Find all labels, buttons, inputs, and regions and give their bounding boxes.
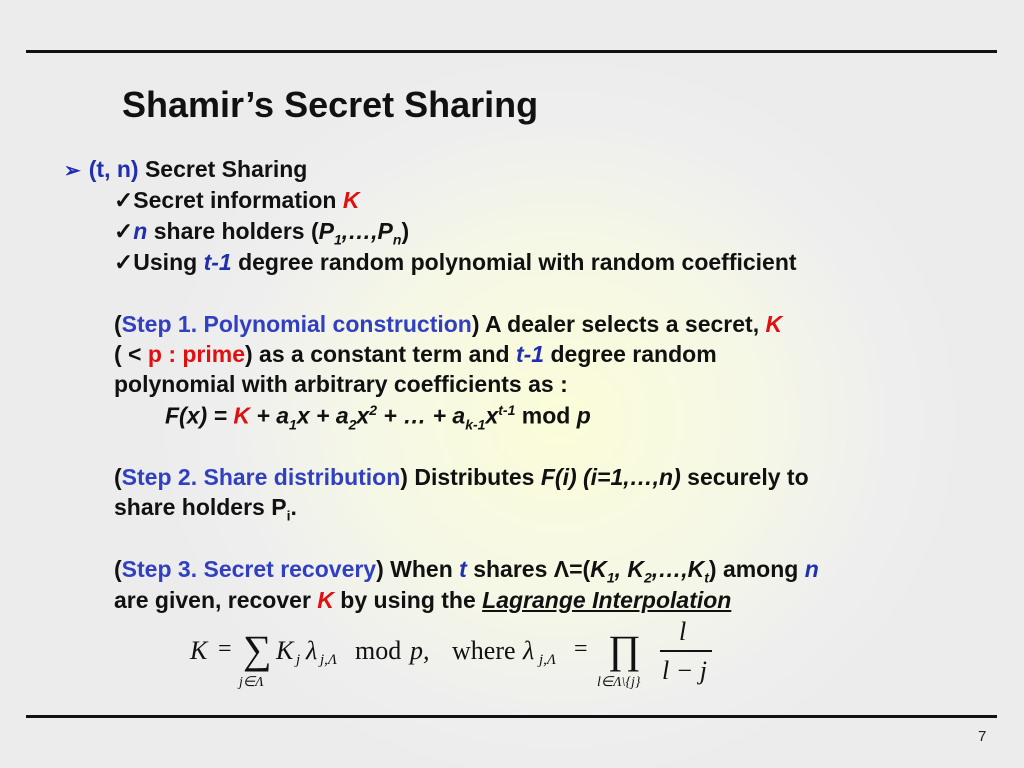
sum-subscript: j∈Λ xyxy=(239,675,264,690)
slide-title: Shamir’s Secret Sharing xyxy=(122,84,539,125)
paren: ( xyxy=(114,556,122,582)
var-p: p xyxy=(576,402,591,429)
p-prime: p : prime xyxy=(147,341,245,367)
subitem-secret-information xyxy=(114,187,360,214)
sub: k-1 xyxy=(465,416,486,433)
var-k: , K xyxy=(614,556,645,582)
var-n: n xyxy=(804,556,819,582)
mod: mod xyxy=(515,402,577,429)
fraction-numerator: l xyxy=(679,617,687,646)
polynomial-formula xyxy=(165,402,591,432)
lambda-set: Λ=( xyxy=(553,556,591,582)
formula-p: p, xyxy=(410,636,430,665)
fraction-bar xyxy=(660,650,712,652)
product-symbol: ∏ xyxy=(608,627,641,672)
sub: i xyxy=(286,507,291,524)
sub: 2 xyxy=(348,416,357,433)
term: + a xyxy=(250,402,290,429)
var-k: ,…,K xyxy=(651,556,705,582)
term: x xyxy=(356,402,370,429)
formula-lambda: λ xyxy=(523,636,535,665)
check-icon: ✓ xyxy=(114,249,134,275)
check-icon: ✓ xyxy=(114,218,134,244)
step-text: ) When xyxy=(376,556,460,582)
paren: ( xyxy=(114,311,122,337)
var-k: K xyxy=(765,311,783,337)
var-p: P xyxy=(318,218,334,244)
step3-label: Step 3. Secret recovery xyxy=(121,556,377,582)
formula-lambda-sub: j,Λ xyxy=(539,652,556,668)
formula-kj: K xyxy=(276,636,294,665)
step-text: securely to xyxy=(680,464,809,490)
sub: 1 xyxy=(333,231,342,248)
step-text: degree random xyxy=(544,341,717,367)
step1-line3: polynomial with arbitrary coefficients as : xyxy=(114,371,568,397)
var-p: P xyxy=(377,218,393,244)
var-n: n xyxy=(133,218,148,244)
var-t-1: t-1 xyxy=(515,341,545,367)
var-k: K xyxy=(233,402,250,429)
paren: ( xyxy=(114,464,122,490)
top-rule xyxy=(26,50,997,53)
step-text: share holders P xyxy=(114,494,287,520)
fx: F(x) = xyxy=(165,402,234,429)
step-text: are given, recover xyxy=(114,587,318,613)
sup: 2 xyxy=(369,402,377,418)
formula-lambda-sub: j,Λ xyxy=(320,652,337,668)
step2-label: Step 2. Share distribution xyxy=(121,464,401,490)
var-t-1: t-1 xyxy=(203,249,232,275)
formula-eq: = xyxy=(218,636,232,662)
page-number: 7 xyxy=(978,728,987,745)
var-k: K xyxy=(317,587,334,613)
formula-k: K xyxy=(190,636,208,665)
term: x xyxy=(485,402,499,429)
step1-label: Step 1. Polynomial construction xyxy=(121,311,472,337)
step3-line2 xyxy=(114,587,731,614)
var-t: t xyxy=(459,556,467,582)
term: x + a xyxy=(296,402,349,429)
step-text: ) Distributes xyxy=(400,464,541,490)
fraction-denominator: l − j xyxy=(662,656,707,685)
sub: t xyxy=(704,569,709,586)
sub: 1 xyxy=(289,416,297,433)
step2-line1 xyxy=(114,464,809,491)
step-text: by using the xyxy=(333,587,483,613)
close-paren: ) xyxy=(401,218,410,244)
subitem-share-holders xyxy=(114,218,409,248)
formula-lambda: λ xyxy=(306,636,318,665)
subitem-text: share holders ( xyxy=(147,218,319,244)
step3-line1 xyxy=(114,556,819,586)
step-text: ) among xyxy=(708,556,805,582)
step-text: ( < xyxy=(114,341,148,367)
product-subscript: l∈Λ\{j} xyxy=(597,675,641,690)
formula-eq: = xyxy=(574,636,588,662)
formula-mod: mod xyxy=(355,636,402,665)
subitem-polynomial xyxy=(114,249,797,276)
tn-label: (t, n) xyxy=(88,156,139,182)
var-k: K xyxy=(342,187,360,213)
f-i: F(i) (i=1,…,n) xyxy=(540,464,681,490)
subitem-text: Secret information xyxy=(133,187,343,213)
period: . xyxy=(290,494,297,520)
var-k: K xyxy=(590,556,607,582)
formula-sub-j: j xyxy=(296,652,301,668)
term: + … + a xyxy=(377,402,466,429)
check-icon: ✓ xyxy=(114,187,134,213)
step-text: ) A dealer selects a secret, xyxy=(471,311,766,337)
step-text: shares xyxy=(466,556,554,582)
secret-sharing-label: Secret Sharing xyxy=(144,156,308,182)
arrow-bullet-icon: ➢ xyxy=(64,160,81,182)
ellipsis: ,…, xyxy=(341,218,378,244)
subitem-text: degree random polynomial with random coefficient xyxy=(231,249,797,275)
sup: t-1 xyxy=(498,402,516,418)
bullet-tn-secret-sharing xyxy=(64,156,307,183)
step1-line1 xyxy=(114,311,782,338)
bottom-rule xyxy=(26,715,997,718)
sub: 1 xyxy=(606,569,615,586)
sum-symbol: ∑ xyxy=(243,627,272,672)
step1-line2 xyxy=(114,341,717,368)
step-text: ) as a constant term and xyxy=(245,341,516,367)
sub: 2 xyxy=(644,569,652,586)
lagrange-link-text: Lagrange Interpolation xyxy=(482,587,732,613)
formula-where: where xyxy=(452,636,516,665)
subitem-text: Using xyxy=(133,249,204,275)
step2-line2 xyxy=(114,494,297,524)
sub: n xyxy=(392,231,402,248)
